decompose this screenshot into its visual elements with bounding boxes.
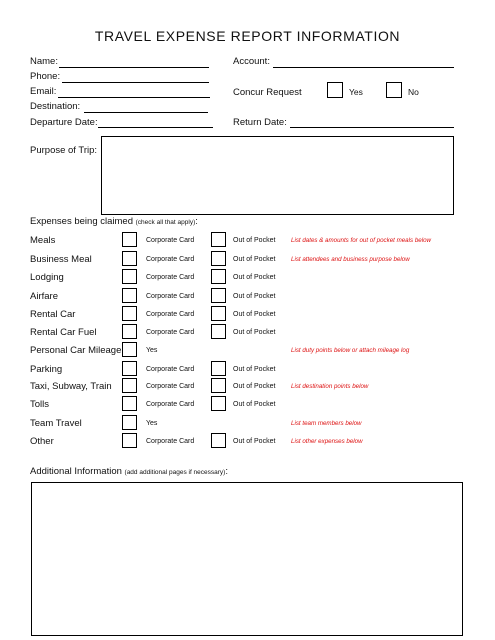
concur-no-label: No [408,87,419,97]
expense-out-of-pocket-checkbox[interactable] [211,288,226,303]
departure-date-field[interactable] [98,127,213,128]
additional-info-colon: : [225,466,228,477]
expense-label: Lodging [30,272,64,283]
expenses-header-colon: : [195,216,198,227]
departure-date-label: Departure Date: [30,117,98,128]
concur-request-label: Concur Request [233,87,302,98]
destination-label: Destination: [30,101,81,112]
expense-yes-checkbox[interactable] [122,415,137,430]
expense-opt2-label: Out of Pocket [233,366,276,373]
expense-yes-checkbox[interactable] [122,342,137,357]
expense-label: Rental Car [30,309,76,320]
expense-corporate-card-checkbox[interactable] [122,232,137,247]
expense-opt2-label: Out of Pocket [233,329,276,336]
expense-out-of-pocket-checkbox[interactable] [211,232,226,247]
form-title: TRAVEL EXPENSE REPORT INFORMATION [94,28,401,44]
name-field[interactable] [59,67,209,68]
expense-opt2-label: Out of Pocket [233,237,276,244]
expense-opt1-label: Corporate Card [146,329,195,336]
expense-out-of-pocket-checkbox[interactable] [211,306,226,321]
expense-note: List duty points below or attach mileage log [291,347,410,354]
expense-note: List dates & amounts for out of pocket meals below [291,237,431,244]
expense-note: List team members below [291,420,362,427]
expense-corporate-card-checkbox[interactable] [122,306,137,321]
additional-info-label: Additional Information [30,466,122,477]
expenses-header [30,216,198,227]
email-label: Email: [30,86,57,97]
expense-label: Personal Car Mileage [30,345,122,356]
expense-label: Team Travel [30,418,82,429]
expense-opt2-label: Out of Pocket [233,293,276,300]
email-field[interactable] [58,97,210,98]
expense-opt2-label: Out of Pocket [233,401,276,408]
expense-opt1-label: Corporate Card [146,401,195,408]
expense-out-of-pocket-checkbox[interactable] [211,324,226,339]
return-date-field[interactable] [290,127,454,128]
expense-opt1-label: Corporate Card [146,274,195,281]
expense-note: List destination points below [291,383,369,390]
expense-opt2-label: Out of Pocket [233,256,276,263]
expense-corporate-card-checkbox[interactable] [122,269,137,284]
expense-note: List other expenses below [291,438,363,445]
return-date-label: Return Date: [233,117,287,128]
expense-label: Airfare [30,291,58,302]
expenses-header-sub: (check all that apply) [135,219,196,226]
expense-label: Other [30,436,54,447]
expense-out-of-pocket-checkbox[interactable] [211,396,226,411]
phone-field[interactable] [62,82,209,83]
expense-label: Business Meal [30,254,92,265]
expense-opt1-label: Yes [146,420,158,427]
account-field[interactable] [273,67,454,68]
concur-yes-checkbox[interactable] [327,82,343,98]
expense-corporate-card-checkbox[interactable] [122,378,137,393]
expense-opt1-label: Yes [146,347,158,354]
expense-opt1-label: Corporate Card [146,366,195,373]
expense-corporate-card-checkbox[interactable] [122,324,137,339]
expense-note: List attendees and business purpose below [291,256,410,263]
expense-opt2-label: Out of Pocket [233,383,276,390]
name-label: Name: [30,56,58,67]
purpose-textarea[interactable] [101,136,454,215]
expense-opt2-label: Out of Pocket [233,311,276,318]
expense-label: Meals [30,235,56,246]
expense-opt2-label: Out of Pocket [233,438,276,445]
concur-yes-label: Yes [349,87,363,97]
expense-corporate-card-checkbox[interactable] [122,251,137,266]
expense-opt2-label: Out of Pocket [233,274,276,281]
expense-opt1-label: Corporate Card [146,237,195,244]
additional-info-textarea[interactable] [31,482,463,636]
account-label: Account: [233,56,270,67]
expense-opt1-label: Corporate Card [146,383,195,390]
expense-out-of-pocket-checkbox[interactable] [211,251,226,266]
expense-corporate-card-checkbox[interactable] [122,433,137,448]
expense-opt1-label: Corporate Card [146,293,195,300]
expense-corporate-card-checkbox[interactable] [122,396,137,411]
expense-corporate-card-checkbox[interactable] [122,361,137,376]
expense-out-of-pocket-checkbox[interactable] [211,378,226,393]
expense-label: Rental Car Fuel [30,327,97,338]
expense-opt1-label: Corporate Card [146,311,195,318]
expenses-header-label: Expenses being claimed [30,216,133,227]
destination-field[interactable] [84,112,208,113]
expense-out-of-pocket-checkbox[interactable] [211,269,226,284]
phone-label: Phone: [30,71,61,82]
additional-info-sub: (add additional pages if necessary) [124,469,226,476]
expense-opt1-label: Corporate Card [146,438,195,445]
expense-out-of-pocket-checkbox[interactable] [211,361,226,376]
expense-label: Taxi, Subway, Train [30,381,112,392]
expense-corporate-card-checkbox[interactable] [122,288,137,303]
expense-out-of-pocket-checkbox[interactable] [211,433,226,448]
purpose-label: Purpose of Trip: [30,145,98,156]
expense-label: Tolls [30,399,50,410]
concur-no-checkbox[interactable] [386,82,402,98]
expense-opt1-label: Corporate Card [146,256,195,263]
additional-info-header [30,466,228,477]
expense-label: Parking [30,364,63,375]
